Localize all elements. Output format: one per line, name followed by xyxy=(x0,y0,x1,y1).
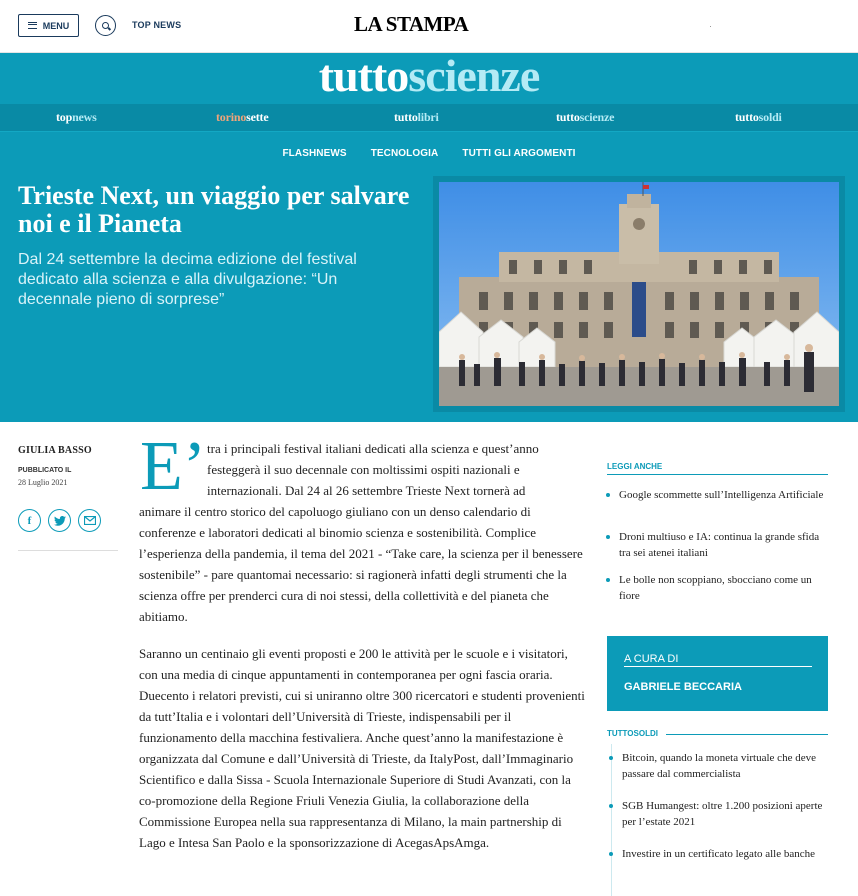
brand-bar xyxy=(0,104,858,131)
email-icon xyxy=(84,516,96,525)
read-also-heading: LEGGI ANCHE xyxy=(607,462,663,471)
brand-torinosette[interactable]: torinosette xyxy=(216,110,269,124)
read-also-rule xyxy=(607,474,828,475)
article-subtitle: Dal 24 settembre la decima edizione del festival dedicato alla scienza e alla divulgazione: “Un decennale pieno di sorprese” xyxy=(18,251,357,308)
timeline-dot xyxy=(609,852,613,856)
tuttosoldi-item[interactable]: SGB Humangest: oltre 1.200 posizioni aperte per l’estate 2021 xyxy=(622,800,823,828)
paragraph-1-lead: tra i principali festival italiani dedicati alla scienza e quest’anno festeggerà il suo decennale con moltissimi ospiti nazionali e internazionali. Dal 24 al 26 settembre Trieste Next tornerà ad xyxy=(207,441,539,498)
brand-tuttoscienze[interactable]: tuttoscienze xyxy=(556,110,615,124)
author-name[interactable]: GIULIA BASSO xyxy=(18,445,92,456)
dot xyxy=(710,26,711,27)
drop-cap: E’ xyxy=(140,428,207,505)
tuttosoldi-heading: TUTTOSOLDI xyxy=(607,729,658,738)
tuttosoldi-item[interactable]: Bitcoin, quando la moneta virtuale che deve passare dal commercialista xyxy=(622,752,816,780)
article-hero xyxy=(0,170,858,422)
hero-photo xyxy=(439,182,839,406)
tuttosoldi-rule xyxy=(666,734,828,735)
subnav-tecnologia[interactable]: TECNOLOGIA xyxy=(370,148,439,159)
list-bullet xyxy=(606,493,610,497)
read-also-item[interactable]: Le bolle non scoppiano, sbocciano come un fiore xyxy=(619,574,812,602)
search-button[interactable] xyxy=(95,15,116,36)
tuttosoldi-item[interactable]: Investire in un certificato legato alle banche xyxy=(622,848,816,860)
read-also-item[interactable]: Droni multiuso e IA: continua la grande sfida tra sei atenei italiani xyxy=(619,531,820,559)
brand-topnews[interactable]: topnews xyxy=(56,110,97,124)
sub-navigation xyxy=(0,131,858,170)
list-bullet xyxy=(606,578,610,582)
la-stampa-logo[interactable]: LA STAMPA xyxy=(354,12,469,36)
curator-name[interactable]: GABRIELE BECCARIA xyxy=(624,681,742,693)
paragraph-1-rest: animare il centro storico del capoluogo giuliano con un denso calendario di conferenze e laboratori dedicati al binomio scienza e sostenibilità. Complice l’esperienza della pandemia, il tema del 2021 - “Take care, la scienza per il benessere sostenibile” - pare quantomai necessario: si ragionerà infatti degli strumenti che la scienza offre per prenderci cura di noi stessi, della collettività e del pianeta che abitiamo. xyxy=(139,504,583,624)
timeline-dot xyxy=(609,756,613,760)
published-date: 28 Luglio 2021 xyxy=(18,478,68,487)
facebook-share-button[interactable] xyxy=(18,509,41,532)
menu-button[interactable] xyxy=(18,14,79,37)
tuttoscienze-logo[interactable]: tuttoscienze xyxy=(318,50,540,101)
subnav-flashnews[interactable]: FLASHNEWS xyxy=(282,148,347,159)
twitter-icon xyxy=(54,516,66,526)
list-bullet xyxy=(606,535,610,539)
brand-tuttolibri[interactable]: tuttolibri xyxy=(394,110,439,124)
curator-box[interactable] xyxy=(607,636,828,711)
timeline-line xyxy=(611,744,612,896)
menu-label: MENU xyxy=(42,20,70,31)
brand-tuttosoldi[interactable]: tuttosoldi xyxy=(735,110,782,124)
curator-divider xyxy=(624,666,812,667)
subnav-tutti-gli-argomenti[interactable]: TUTTI GLI ARGOMENTI xyxy=(462,148,576,159)
read-also-item[interactable]: Google scommette sull’Intelligenza Artificiale xyxy=(619,489,824,501)
email-share-button[interactable] xyxy=(78,509,101,532)
section-masthead xyxy=(0,50,858,104)
search-icon xyxy=(102,22,109,29)
article-title: Trieste Next, un viaggio per salvare noi e il Pianeta xyxy=(18,181,410,238)
hamburger-icon xyxy=(28,22,37,29)
published-label: PUBBLICATO IL xyxy=(18,467,72,474)
curator-label: A CURA DI xyxy=(624,653,679,665)
meta-divider xyxy=(18,550,118,551)
facebook-icon: f xyxy=(27,514,32,527)
paragraph-2: Saranno un centinaio gli eventi proposti e 200 le attività per le scuole e i visitatori, con una media di cinque appuntamenti in contemporanea per ogni fascia oraria. Duecento i relatori previsti, cui si uniranno oltre 300 ricercatori e studenti provenienti da tutt’Italia e i volontari dell’Università di Trieste, indispensabili per il funzionamento della macchina festivaliera. Anche quest’anno la manifestazione è organizzata dal Comune e dall’Università di Trieste, da ItalyPost, dall’Immaginario Scientifico e dalla Sissa - Scuola Internazionale Superiore di Studi Avanzati, con la co-promozione della Regione Friuli Venezia Giulia, la collaborazione della Commissione Europea nella sua rappresentanza di Milano, la main partnership di Lago e Intesa San Paolo e la sponsorizzazione di AcegasApsAmga. xyxy=(139,646,585,850)
top-bar xyxy=(0,0,858,53)
timeline-dot xyxy=(609,804,613,808)
top-news-link[interactable]: TOP NEWS xyxy=(132,20,182,30)
twitter-share-button[interactable] xyxy=(48,509,71,532)
